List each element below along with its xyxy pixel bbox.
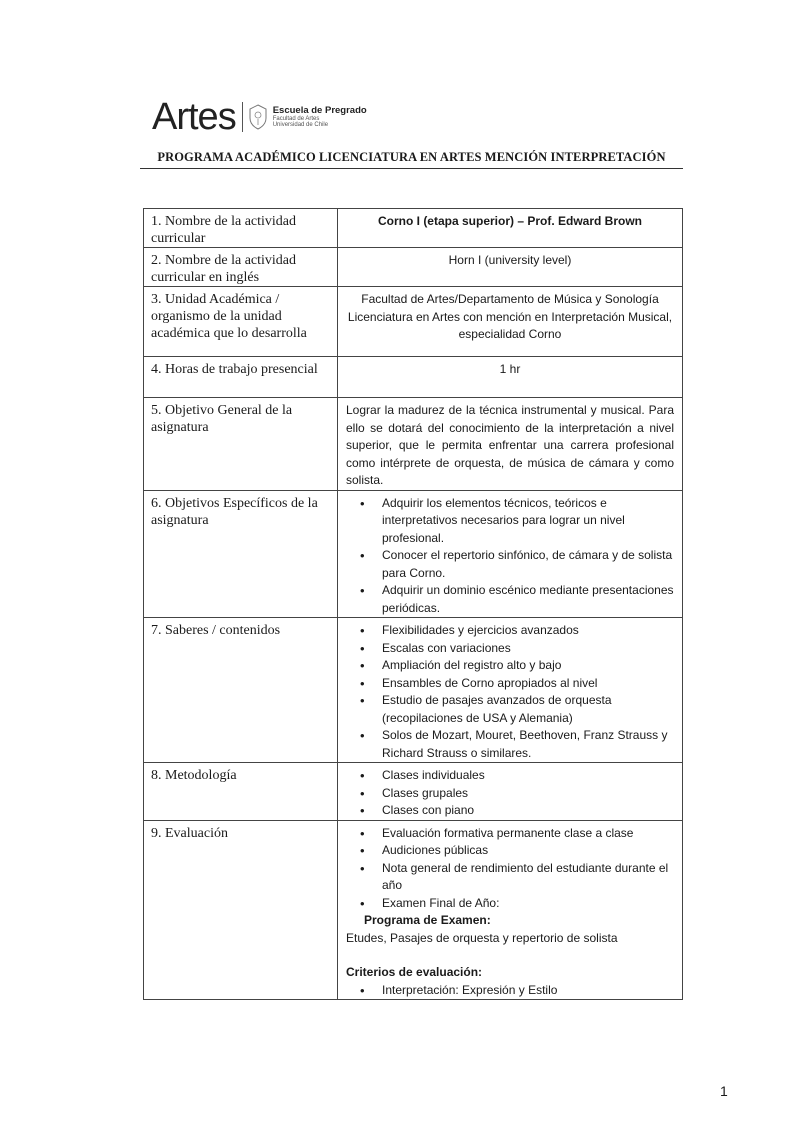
row-label: 6. Objetivos Específicos de la asignatura: [144, 490, 338, 618]
table-row: [144, 248, 683, 287]
list-item: • Examen Final de Año:: [382, 895, 674, 913]
list-item: • Conocer el repertorio sinfónico, de cámara y de solista para Corno.: [382, 547, 674, 582]
list-item: • Ampliación del registro alto y bajo: [382, 657, 674, 675]
criteria-list: [346, 982, 674, 1000]
contents-list: [346, 622, 674, 762]
methodology: [338, 763, 683, 821]
row-label: 8. Metodología: [144, 763, 338, 821]
row-label: 2. Nombre de la actividad curricular en inglés: [144, 248, 338, 287]
criteria-heading: Criterios de evaluación:: [346, 965, 483, 979]
row-label: 1. Nombre de la actividad curricular: [144, 209, 338, 248]
contact-hours: 1 hr: [338, 357, 683, 398]
table-row: [144, 490, 683, 618]
document-title: PROGRAMA ACADÉMICO LICENCIATURA EN ARTES MENCIÓN INTERPRETACIÓN: [157, 150, 666, 164]
list-item: • Clases grupales: [382, 785, 674, 803]
table-row: [144, 287, 683, 357]
school-university: Universidad de Chile: [272, 121, 329, 128]
list-item: • Flexibilidades y ejercicios avanzados: [382, 622, 674, 640]
list-item: • Clases individuales: [382, 767, 674, 785]
table-row: [144, 820, 683, 1000]
row-label: 3. Unidad Académica / organismo de la unidad académica que lo desarrolla: [144, 287, 338, 357]
row-label: 7. Saberes / contenidos: [144, 618, 338, 763]
exam-program-heading: Programa de Examen:: [364, 913, 491, 927]
title-underline: [140, 168, 683, 169]
contents: [338, 618, 683, 763]
university-crest-icon: [248, 104, 268, 130]
list-item: • Ensambles de Corno apropiados al nivel: [382, 675, 674, 693]
list-item: • Adquirir los elementos técnicos, teóricos e interpretativos necesarios para lograr un nivel profesional.: [382, 495, 674, 548]
list-item: • Adquirir un dominio escénico mediante presentaciones periódicas.: [382, 582, 674, 617]
list-item: • Estudio de pasajes avanzados de orquesta (recopilaciones de USA y Alemania): [382, 692, 674, 727]
methodology-list: [346, 767, 674, 820]
general-objective: Lograr la madurez de la técnica instrumental y musical. Para ello se dotará del conocimiento de la interpretación a nivel superior, que le permita enfrentar una carrera profesional como intérprete de orquesta, de música de cámara y como solista.: [338, 398, 683, 491]
activity-name-english: Horn I (university level): [338, 248, 683, 287]
page-number: 1: [720, 1083, 728, 1099]
school-name: Escuela de Pregrado: [272, 105, 367, 117]
school-block: [273, 106, 367, 128]
list-item: • Audiciones públicas: [382, 842, 674, 860]
header: [152, 96, 367, 138]
list-item: • Clases con piano: [382, 802, 674, 820]
table-row: [144, 398, 683, 491]
table-row: [144, 209, 683, 248]
artes-logo: Artes: [152, 96, 236, 138]
logo-divider: [242, 102, 243, 132]
program-table: [143, 208, 683, 1000]
specific-objectives-list: [346, 495, 674, 618]
list-item: • Evaluación formativa permanente clase a clase: [382, 825, 674, 843]
list-item: • Solos de Mozart, Mouret, Beethoven, Franz Strauss y Richard Strauss o similares.: [382, 727, 674, 762]
row-label: 9. Evaluación: [144, 820, 338, 1000]
list-item: • Escalas con variaciones: [382, 640, 674, 658]
evaluation: [338, 820, 683, 1000]
row-label: 4. Horas de trabajo presencial: [144, 357, 338, 398]
list-item: • Nota general de rendimiento del estudiante durante el año: [382, 860, 674, 895]
exam-program-text: Etudes, Pasajes de orquesta y repertorio de solista: [346, 930, 618, 945]
school-faculty: Facultad de Artes: [272, 115, 320, 122]
row-label: 5. Objetivo General de la asignatura: [144, 398, 338, 491]
table-row: [144, 763, 683, 821]
specific-objectives: [338, 490, 683, 618]
table-row: [144, 357, 683, 398]
evaluation-list: [346, 825, 674, 913]
activity-name: Corno I (etapa superior) – Prof. Edward Brown: [338, 209, 683, 248]
table-row: [144, 618, 683, 763]
list-item: • Interpretación: Expresión y Estilo: [382, 982, 674, 1000]
academic-unit: Facultad de Artes/Departamento de Música y Sonología Licenciatura en Artes con mención en Interpretación Musical, especialidad Corno: [338, 287, 683, 357]
